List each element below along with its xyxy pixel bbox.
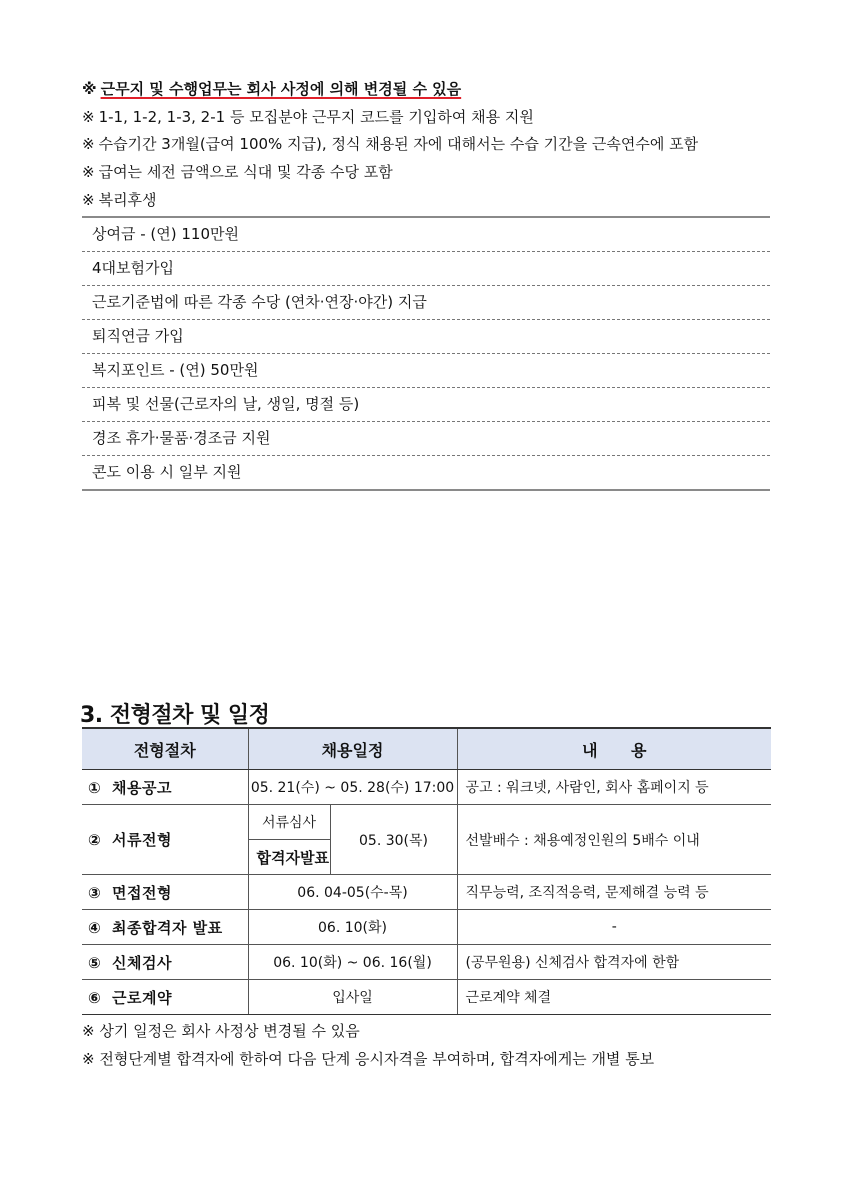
step-label: 면접전형 [112,883,172,902]
table-row [82,770,771,805]
content-cell: - [457,910,771,945]
benefit-item: 퇴직연금 가입 [82,320,770,354]
note-probation: ※ 수습기간 3개월(급여 100% 지급), 정식 채용된 자에 대해서는 수습 기간을 근속연수에 포함 [82,135,699,153]
table-row [82,805,771,840]
content-cell: 직무능력, 조직적응력, 문제해결 능력 등 [457,875,771,910]
benefits-list [82,216,770,491]
step-label: 채용공고 [112,778,172,797]
sub-step-cell: 서류심사 [248,805,330,840]
table-header-row [82,728,771,770]
step-label: 서류전형 [112,831,172,849]
step-cell [82,875,248,910]
schedule-table [82,727,771,1015]
benefit-item: 콘도 이용 시 일부 지원 [92,463,242,481]
step-number: ④ [88,918,101,937]
header-step: 전형절차 [82,728,248,770]
note-mark: ※ [82,135,95,153]
step-number: ③ [88,883,101,902]
date-cell: 06. 04-05(수-목) [248,875,457,910]
note-mark: ※ [82,191,95,209]
header-date: 채용일정 [248,728,457,770]
table-row [82,875,771,910]
footnote-stage-notice: ※ 전형단계별 합격자에 한하여 다음 단계 응시자격을 부여하며, 합격자에게는 개별 통보 [82,1050,655,1068]
step-number: ② [88,831,101,849]
content-cell: 근로계약 체결 [457,980,771,1015]
date-cell: 05. 21(수) ~ 05. 28(수) 17:00 [248,770,457,805]
section-title: 3. 전형절차 및 일정 [80,703,270,728]
step-cell [82,980,248,1015]
note-workplace-change: ※ 근무지 및 수행업무는 회사 사정에 의해 변경될 수 있음 [82,80,462,98]
table-row [82,910,771,945]
footnote-schedule-change: ※ 상기 일정은 회사 사정상 변경될 수 있음 [82,1022,360,1040]
date-cell: 입사일 [248,980,457,1015]
note-mark: ※ [82,80,97,98]
header-content: 내 용 [457,728,771,770]
note-mark: ※ [82,163,95,181]
sub-step-cell: 합격자발표 [248,840,330,875]
step-label: 근로계약 [112,988,172,1007]
date-cell: 05. 30(목) [330,805,457,875]
step-cell [82,770,248,805]
content-cell: (공무원용) 신체검사 합격자에 한함 [457,945,771,980]
step-number: ⑤ [88,953,101,972]
content-cell: 공고 : 워크넷, 사람인, 회사 홈페이지 등 [457,770,771,805]
step-number: ① [88,778,101,797]
step-label: 신체검사 [112,953,172,972]
table-row [82,980,771,1015]
note-welfare-heading: ※ 복리후생 [82,191,157,209]
note-location-code: ※ 1-1, 1-2, 1-3, 2-1 등 모집분야 근무지 코드를 기입하여 채용 지원 [82,108,534,126]
content-cell: 선발배수 : 채용예정인원의 5배수 이내 [457,805,771,875]
table-row [82,945,771,980]
note-salary: ※ 급여는 세전 금액으로 식대 및 각종 수당 포함 [82,163,393,181]
note-mark: ※ [82,108,95,126]
benefit-item: 복지포인트 - (연) 50만원 [82,354,770,388]
date-cell: 06. 10(화) [248,910,457,945]
benefit-item: 근로기준법에 따른 각종 수당 (연차·연장·야간) 지급 [82,286,770,320]
step-cell [82,805,248,875]
date-cell: 06. 10(화) ~ 06. 16(월) [248,945,457,980]
step-label: 최종합격자 발표 [112,918,223,937]
step-cell [82,910,248,945]
step-cell [82,945,248,980]
benefit-item: 피복 및 선물(근로자의 날, 생일, 명절 등) [82,388,770,422]
step-number: ⑥ [88,988,101,1007]
benefit-item: 상여금 - (연) 110만원 [82,218,770,252]
benefit-item: 4대보험가입 [82,252,770,286]
benefit-item: 경조 휴가·물품·경조금 지원 [82,422,770,456]
